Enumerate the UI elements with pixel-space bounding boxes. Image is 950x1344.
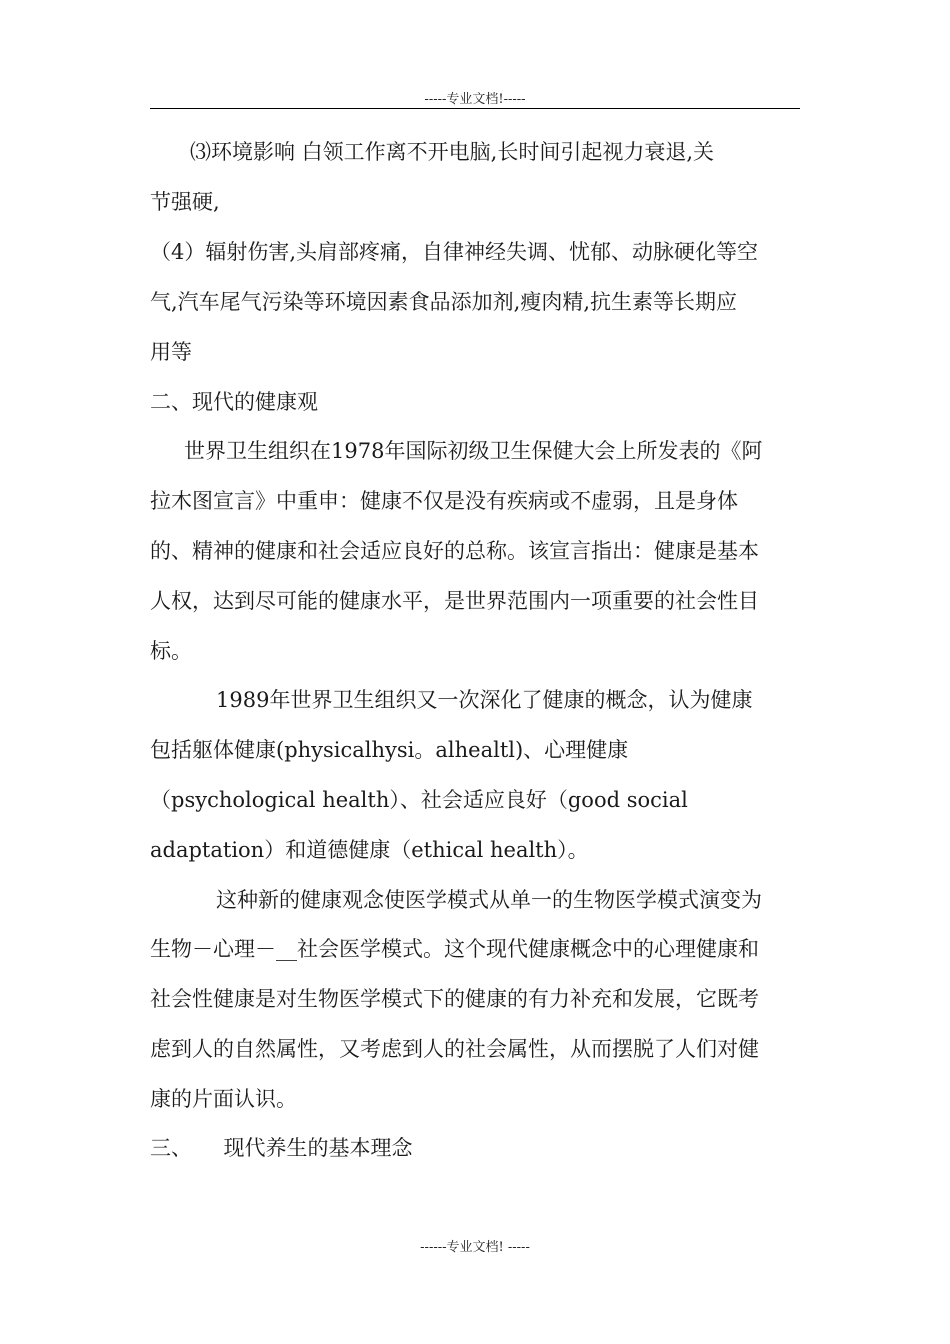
body-line: 气,汽车尾气污染等环境因素食品添加剂,瘦肉精,抗生素等长期应 (150, 290, 738, 314)
body-line: 用等 (150, 340, 192, 364)
body-line: 拉木图宣言》中重申：健康不仅是没有疾病或不虚弱，且是身体 (150, 489, 738, 513)
body-line: 这种新的健康观念使医学模式从单一的生物医学模式演变为 (216, 888, 762, 912)
body-line: 节强硬, (150, 190, 220, 214)
body-line: adaptation）和道德健康（ethical health）。 (150, 838, 589, 862)
section-heading: 二、现代的健康观 (150, 390, 318, 414)
body-line: 社会性健康是对生物医学模式下的健康的有力补充和发展，它既考 (150, 987, 759, 1011)
body-line: 人权，达到尽可能的健康水平，是世界范围内一项重要的社会性目 (150, 589, 759, 613)
page-header: -----专业文档!----- (424, 92, 526, 107)
body-line: 世界卫生组织在1978年国际初级卫生保健大会上所发表的《阿 (184, 439, 763, 463)
body-line: 虑到人的自然属性，又考虑到人的社会属性，从而摆脱了人们对健 (150, 1037, 759, 1061)
body-line: 标。 (150, 639, 192, 663)
body-line: （4）辐射伤害,头肩部疼痛，自律神经失调、忧郁、动脉硬化等空 (150, 240, 759, 264)
page-footer: ------专业文档! ----- (420, 1240, 530, 1255)
body-line: 的、精神的健康和社会适应良好的总称。该宣言指出：健康是基本 (150, 539, 759, 563)
body-line: 1989年世界卫生组织又一次深化了健康的概念，认为健康 (216, 688, 753, 712)
header-rule (150, 108, 800, 109)
body-line: 康的片面认识。 (150, 1087, 297, 1111)
section-heading: 三、 现代养生的基本理念 (150, 1136, 413, 1160)
body-line: （psychological health）、社会适应良好（good social (150, 788, 688, 812)
body-line: 包括躯体健康(physicalhysi。alhealtl)、心理健康 (150, 738, 629, 762)
body-line: 生物－心理－__社会医学模式。这个现代健康概念中的心理健康和 (150, 937, 759, 961)
body-line: ⑶环境影响 白领工作离不开电脑,长时间引起视力衰退,关 (190, 140, 715, 164)
